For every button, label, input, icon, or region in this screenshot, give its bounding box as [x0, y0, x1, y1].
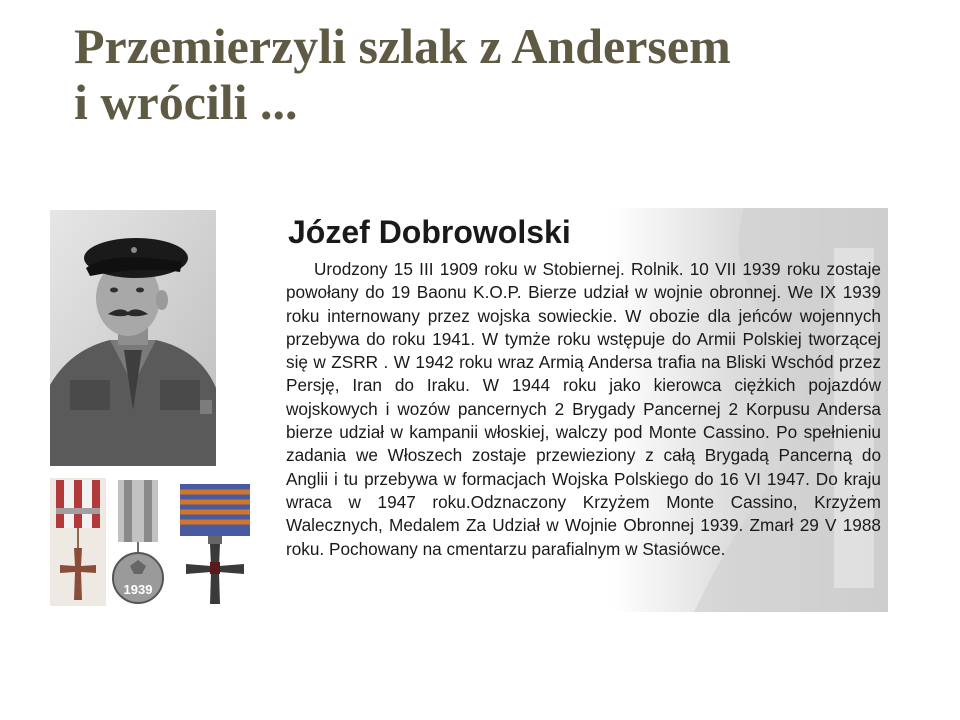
portrait-illustration — [50, 210, 216, 466]
biography-panel — [274, 208, 888, 612]
medal-year-text: 1939 — [123, 582, 153, 597]
medal-3-illustration — [172, 478, 258, 606]
title-line-1: Przemierzyli szlak z Andersem — [74, 18, 731, 74]
title-line-2: i wrócili ... — [74, 74, 298, 130]
medal-1-illustration — [50, 478, 106, 606]
defensive-war-1939-medal — [110, 478, 166, 606]
biography-text: Urodzony 15 III 1909 roku w Stobiernej. Rolnik. 10 VII 1939 roku zostaje powołany do 19 Baonu K.O.P. Bierze udział w wojnie obronnej. We IX 1939 roku internowany przez wojska sowieckie. W obozie dla jeńców wojennych przebywa do roku 1941. W tymże roku wstępuje do Armii Polskiej tworzącej się w ZSRR . W 1942 roku wraz Armią Andersa trafia na Bliski Wschód przez Persję, Iran do Iraku. W 1944 roku jako kierowca ciężkich pojazdów wojskowych i wozów pancernych 2 Brygady Pancernej 2 Korpusu Andersa bierze udział w kampanii włoskiej, walczy pod Monte Cassino. Po spełnieniu zadania we Włoszech zostaje przewieziony z całą Brygadą Pancerną do Anglii i tu przebywa w formacjach Wojska Polskiego do 16 VI 1947. Do kraju wraca w 1947 roku.Odznaczony Krzyżem Monte Cassino, Krzyżem Walecznych, Medalem Za Udział w Wojnie Obronnej 1939. Zmarł 29 V 1988 roku. Pochowany na cmentarzu parafialnym w Stasiówce. — [286, 259, 881, 559]
slide-title — [74, 18, 934, 130]
person-name: Józef Dobrowolski — [288, 214, 571, 250]
cross-of-valour-medal — [50, 478, 106, 606]
monte-cassino-cross-medal — [172, 478, 258, 606]
soldier-portrait-photo — [50, 210, 216, 466]
